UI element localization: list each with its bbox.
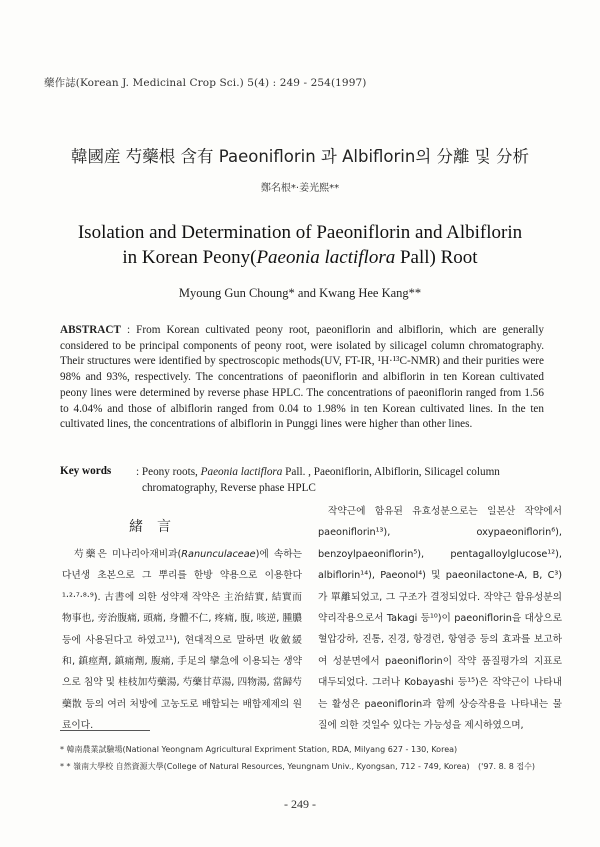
right-p1: 작약근에 함유된 유효성분으로는 일본산 작약에서 paeoniflorin¹³), oxypaeoniflorin⁶), benzoylpaeoniflorin⁵), pentagalloylglucose¹²), albiflorin¹⁴), Paeonol⁴) 및 paeonilactone-A, B, C³) 가 單離되었고, 그 구조가 결정되었다. 작약근 함유성분의 약리작용으로서 Takagi 등¹⁰)이 paeoniflorin을 대상으로 혈압강하, 진통, 진경, 항경련, 항염증 등의 효과를 보고하여 성분면에서 paeoniflorin이 작약 품질평가의 지표로 대두되었다. 그러나 Kobayashi 등¹⁵)은 작약근이 나타내는 활성은 paeoniflorin과 함께 상승작용을 나타내는 물질에 의한 것일수 있다는 가능성을 제시하였으며, <box>318 506 562 732</box>
keywords-label: Key words <box>60 465 112 477</box>
right-column <box>318 501 562 736</box>
received-date: ('97. 8. 8 접수) <box>478 762 535 771</box>
left-column <box>62 544 302 737</box>
left-p1-a: 芍藥은 미나리아재비과( <box>72 549 182 560</box>
left-p1-b: )에 속하는 다년생 초본으로 그 뿌리를 한방 약용으로 이용한다¹·²·⁷·⁸·⁹). 古書에 의한 성약재 작약은 主治結實, 結實而物事也, 旁治腹痛, 頭痛, 身體不仁, 疼痛, 腹, 咳逆, 腫膿 등에 사용된다고 하였고¹¹), 현대적으로 말하면 收斂緩和, 鎮痙劑, 鎮痛劑, 腹痛, 手足의 攣急에 이용되는 생약으로 침약 및 桂枝加芍藥湯, 芍藥甘草湯, 四物湯, 當歸芍藥散 등의 여러 처방에 고농도로 배합되는 배합제제의 원료이다. <box>62 549 302 732</box>
keywords-text <box>136 465 550 496</box>
title-text-end: Pall) Root <box>395 247 478 268</box>
abstract <box>60 323 544 433</box>
korean-authors: 鄭名根*·姜光熙** <box>260 183 340 194</box>
footnote-1: * 韓南農業試驗場(National Yeongnam Agricultural Expriment Station, RDA, Milyang 627 - 130, Korea) <box>60 745 458 754</box>
page-number: - 249 - <box>284 797 316 811</box>
footnote-rule <box>60 730 150 731</box>
abstract-text: : From Korean cultivated peony root, paeoniflorin and albiflorin, which are generally considered to be principal components of peony root, were isolated by silicagel column chromatography. Their structures were identified by spectroscopic methods(UV, FT-IR, ¹H·¹³C-NMR) and their purities were 98% and 93%, respectively. The concentrations of paeoniflorin and albiflorin in ten Korean cultivated peony lines were determined by reverse phase HPLC. The concentrations of paeoniflorin ranged from 1.56 to 4.04% and those of albiflorin ranged from 0.04 to 1.98% in ten Korean cultivated lines. In the ten cultivated lines, the concentrations of albiflorin in Punggi lines were higher than other lines. <box>60 324 544 431</box>
left-p1-family: Ranunculaceae <box>181 549 256 560</box>
english-authors: Myoung Gun Choung* and Kwang Hee Kang** <box>178 286 422 300</box>
keywords-pre: : Peony roots, <box>136 466 201 478</box>
abstract-label: ABSTRACT <box>60 324 121 336</box>
title-species: Paeonia lactiflora <box>256 247 396 268</box>
english-title-line1: Isolation and Determination of Paeoniflorin and Albiflorin <box>77 222 523 243</box>
title-text: in Korean Peony( <box>122 247 257 268</box>
keywords-species: Paeonia lactiflora <box>200 466 283 478</box>
journal-header: 藥作誌(Korean J. Medicinal Crop Sci.) 5(4) : 249 - 254(1997) <box>44 77 367 89</box>
english-title-line2 <box>0 245 600 270</box>
english-title <box>0 220 600 270</box>
footnote-2: * * 嶺南大學校 自然資源大學(College of Natural Resources, Yeungnam Univ., Kyongsan, 712 - 749, Korea) <box>60 762 470 771</box>
korean-title: 韓國産 芍藥根 含有 Paeoniflorin 과 Albiflorin의 分離 및 分析 <box>71 147 529 166</box>
section-heading: 緒言 <box>129 519 185 535</box>
keywords-post: Pall. , Paeoniflorin, Albiflorin, Silicagel column chromatography, Reverse phase HPLC <box>142 466 500 494</box>
